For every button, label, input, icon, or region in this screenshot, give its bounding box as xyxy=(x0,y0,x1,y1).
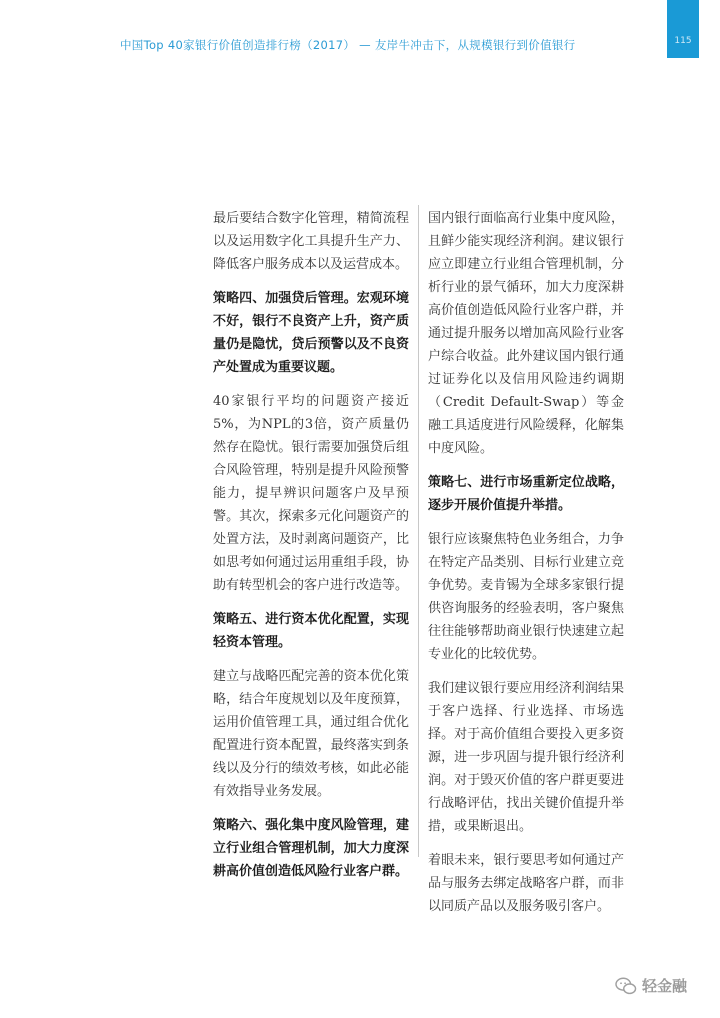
body-paragraph: 国内银行面临高行业集中度风险，且鲜少能实现经济利润。建议银行应立即建立行业组合管理机制，分析行业的景气循环，加大力度深耕高价值创造低风险行业客户群，并通过提升服务以增加高风险行业客户综合收益。此外建议国内银行通过证券化以及信用风险违约调期（Credit Default-Swap）等金融工具适度进行风险缓释，化解集中度风险。 xyxy=(428,211,624,456)
left-column xyxy=(213,207,409,883)
strategy-heading: 策略六、强化集中度风险管理，建立行业组合管理机制，加大力度深耕高价值创造低风险行业客户群。 xyxy=(213,818,409,879)
page-tab-marker xyxy=(667,0,699,58)
right-column xyxy=(428,207,624,918)
body-paragraph: 最后要结合数字化管理，精简流程以及运用数字化工具提升生产力、降低客户服务成本以及运营成本。 xyxy=(213,211,409,272)
watermark xyxy=(615,975,687,996)
strategy-heading: 策略七、进行市场重新定位战略，逐步开展价值提升举措。 xyxy=(428,475,624,513)
body-paragraph: 40家银行平均的问题资产接近5%，为NPL的3倍，资产质量仍然存在隐忧。银行需要加强贷后组合风险管理，特别是提升风险预警能力，提早辨识问题客户及早预警。其次，探索多元化问题资产的处置方法，及时剥离问题资产，比如思考如何通过运用重组手段，协助有转型机会的客户进行改造等。 xyxy=(213,394,409,593)
watermark-label: 轻金融 xyxy=(642,977,688,995)
wechat-icon xyxy=(615,976,637,996)
strategy-heading: 策略四、加强贷后管理。宏观环境不好，银行不良资产上升，资产质量仍是隐忧，贷后预警以及不良资产处置成为重要议题。 xyxy=(213,291,409,375)
strategy-heading: 策略五、进行资本优化配置，实现轻资本管理。 xyxy=(213,612,409,650)
body-paragraph: 银行应该聚焦特色业务组合，力争在特定产品类别、目标行业建立竞争优势。麦肯锡为全球多家银行提供咨询服务的经验表明，客户聚焦往往能够帮助商业银行快速建立起专业化的比较优势。 xyxy=(428,532,624,662)
running-header: 中国Top 40家银行价值创造排行榜（2017） — 友岸牛冲击下，从规模银行到价值银行 xyxy=(120,38,576,52)
column-divider xyxy=(418,205,419,857)
body-paragraph: 着眼未来，银行要思考如何通过产品与服务去绑定战略客户群，而非以同质产品以及服务吸引客户。 xyxy=(428,853,624,914)
body-paragraph: 我们建议银行要应用经济利润结果于客户选择、行业选择、市场选择。对于高价值组合要投入更多资源，进一步巩固与提升银行经济利润。对于毁灭价值的客户群更要进行战略评估，找出关键价值提升举措，或果断退出。 xyxy=(428,681,624,834)
body-paragraph: 建立与战略匹配完善的资本优化策略，结合年度规划以及年度预算，运用价值管理工具，通过组合优化配置进行资本配置，最终落实到条线以及分行的绩效考核，如此必能有效指导业务发展。 xyxy=(213,669,409,799)
page-number: 115 xyxy=(674,36,692,46)
